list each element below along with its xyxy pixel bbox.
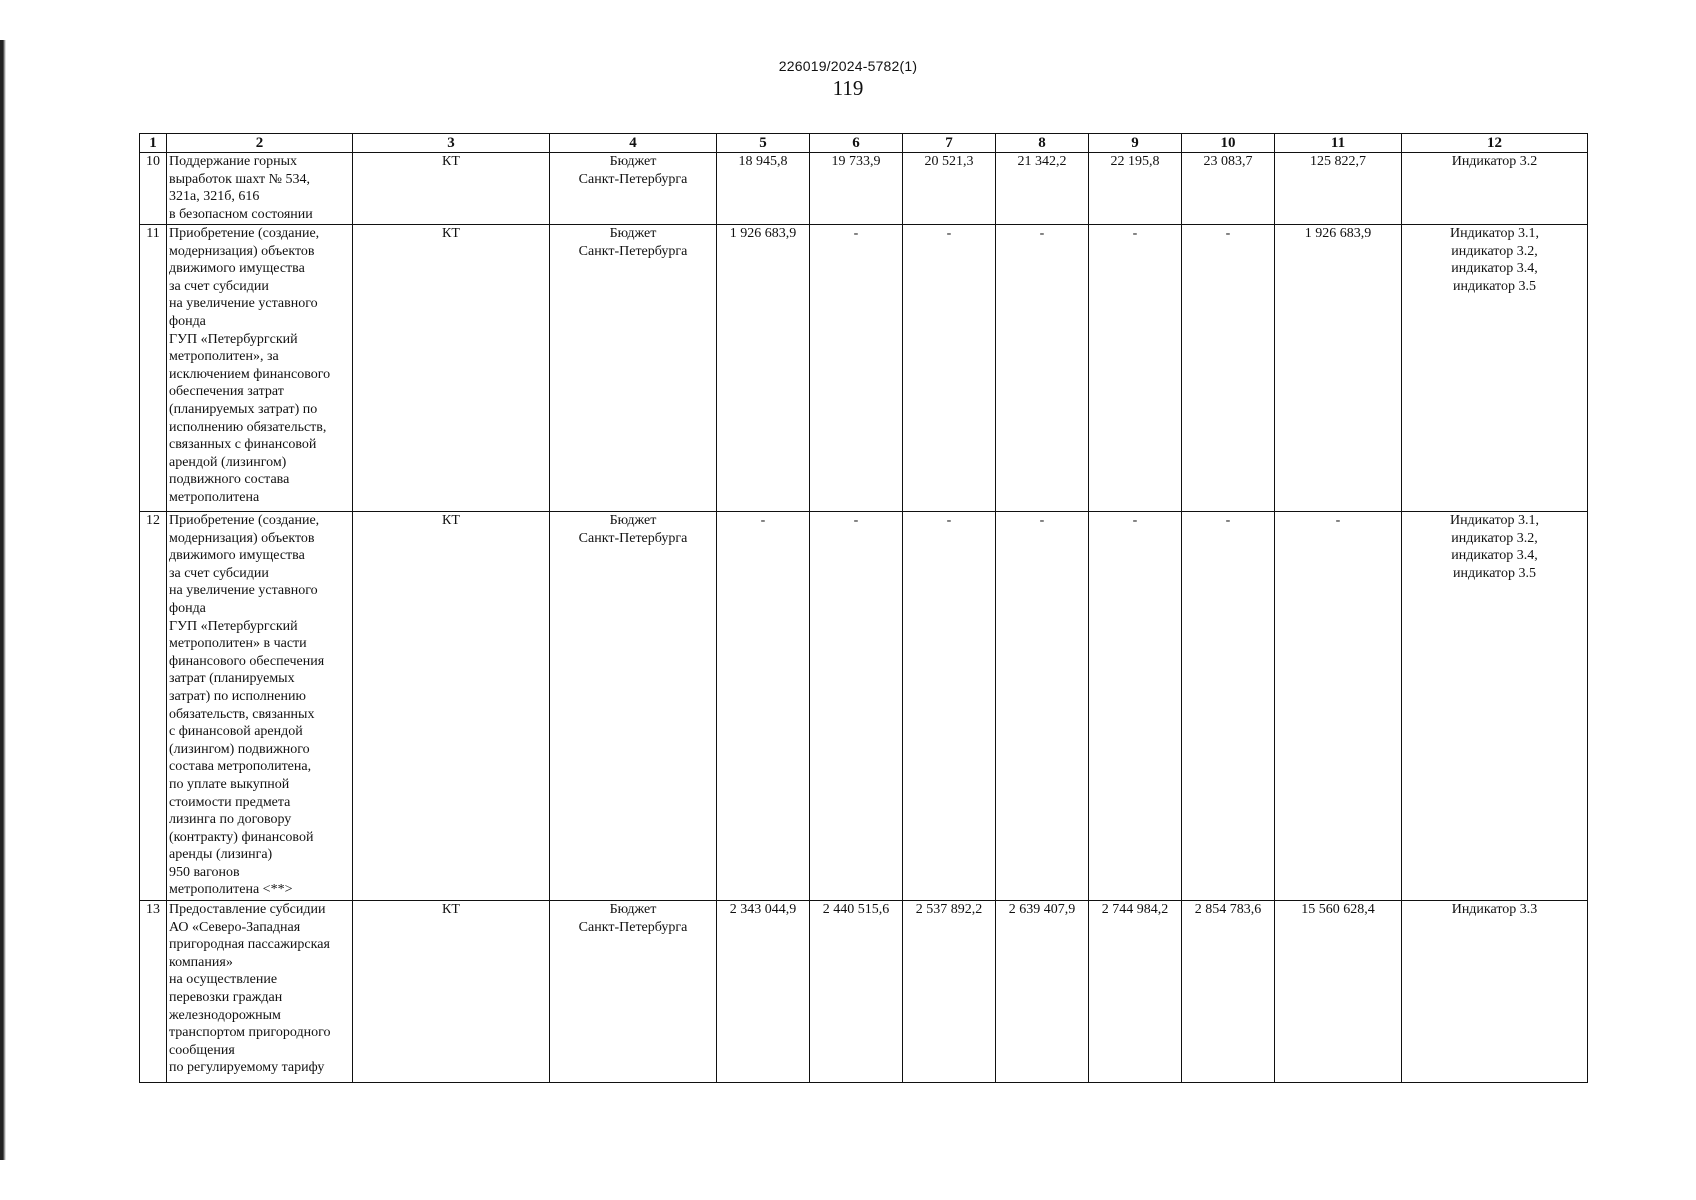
row-value: 2 744 984,2 <box>1089 901 1182 1083</box>
row-value: 21 342,2 <box>996 153 1089 225</box>
row-value: - <box>810 225 903 512</box>
row-value: 18 945,8 <box>717 153 810 225</box>
row-description: Приобретение (создание, модернизация) объектов движимого имущества за счет субсидии на увеличение уставного фонда ГУП «Петербургский метрополитен», за исключением финансового обеспечения затрат (планируемых затрат) по исполнению обязательств, связанных с финансовой арендой (лизингом) подвижного состава метрополитена <box>167 225 353 512</box>
row-value: 1 926 683,9 <box>717 225 810 512</box>
row-number: 11 <box>140 225 167 512</box>
row-total: 125 822,7 <box>1275 153 1402 225</box>
row-value: 2 440 515,6 <box>810 901 903 1083</box>
row-category: КТ <box>353 901 550 1083</box>
row-indicators: Индикатор 3.1, индикатор 3.2, индикатор 3.4, индикатор 3.5 <box>1402 225 1588 512</box>
row-total: 15 560 628,4 <box>1275 901 1402 1083</box>
row-description: Поддержание горных выработок шахт № 534, 321а, 321б, 616 в безопасном состоянии <box>167 153 353 225</box>
row-funding-source: Бюджет Санкт-Петербурга <box>550 153 717 225</box>
column-header: 9 <box>1089 134 1182 153</box>
row-total: - <box>1275 512 1402 901</box>
row-number: 10 <box>140 153 167 225</box>
row-value: 2 639 407,9 <box>996 901 1089 1083</box>
row-funding-source: Бюджет Санкт-Петербурга <box>550 901 717 1083</box>
row-value: 2 537 892,2 <box>903 901 996 1083</box>
row-value: - <box>903 225 996 512</box>
column-header-row <box>140 134 1588 153</box>
row-indicators: Индикатор 3.3 <box>1402 901 1588 1083</box>
table-row <box>140 901 1588 1083</box>
column-header: 10 <box>1182 134 1275 153</box>
column-header: 8 <box>996 134 1089 153</box>
row-value: 19 733,9 <box>810 153 903 225</box>
row-number: 13 <box>140 901 167 1083</box>
column-header: 11 <box>1275 134 1402 153</box>
row-value: - <box>1089 512 1182 901</box>
row-value: - <box>1182 225 1275 512</box>
row-value: 22 195,8 <box>1089 153 1182 225</box>
column-header: 12 <box>1402 134 1588 153</box>
page-number: 119 <box>832 76 864 100</box>
row-indicators: Индикатор 3.1, индикатор 3.2, индикатор 3.4, индикатор 3.5 <box>1402 512 1588 901</box>
row-value: - <box>1089 225 1182 512</box>
row-funding-source: Бюджет Санкт-Петербурга <box>550 512 717 901</box>
column-header: 5 <box>717 134 810 153</box>
budget-table <box>139 133 1588 1083</box>
document-reference: 226019/2024-5782(1) <box>778 58 918 74</box>
row-value: - <box>903 512 996 901</box>
row-total: 1 926 683,9 <box>1275 225 1402 512</box>
row-value: - <box>996 512 1089 901</box>
row-value: 2 343 044,9 <box>717 901 810 1083</box>
row-value: - <box>810 512 903 901</box>
row-value: 23 083,7 <box>1182 153 1275 225</box>
column-header: 2 <box>167 134 353 153</box>
table-row <box>140 225 1588 512</box>
column-header: 3 <box>353 134 550 153</box>
column-header: 6 <box>810 134 903 153</box>
row-value: 2 854 783,6 <box>1182 901 1275 1083</box>
row-value: - <box>717 512 810 901</box>
scan-edge <box>0 40 6 1160</box>
row-number: 12 <box>140 512 167 901</box>
row-category: КТ <box>353 512 550 901</box>
row-funding-source: Бюджет Санкт-Петербурга <box>550 225 717 512</box>
column-header: 7 <box>903 134 996 153</box>
row-category: КТ <box>353 225 550 512</box>
table-row <box>140 512 1588 901</box>
row-description: Предоставление субсидии АО «Северо-Западная пригородная пассажирская компания» на осуществление перевозки граждан железнодорожным транспортом пригородного сообщения по регулируемому тарифу <box>167 901 353 1083</box>
column-header: 1 <box>140 134 167 153</box>
row-value: - <box>1182 512 1275 901</box>
column-header: 4 <box>550 134 717 153</box>
row-category: КТ <box>353 153 550 225</box>
row-value: - <box>996 225 1089 512</box>
row-description: Приобретение (создание, модернизация) объектов движимого имущества за счет субсидии на увеличение уставного фонда ГУП «Петербургский метрополитен» в части финансового обеспечения затрат (планируемых затрат) по исполнению обязательств, связанных с финансовой арендой (лизингом) подвижного состава метрополитена, по уплате выкупной стоимости предмета лизинга по договору (контракту) финансовой аренды (лизинга) 950 вагонов метрополитена <**> <box>167 512 353 901</box>
table-row <box>140 153 1588 225</box>
row-value: 20 521,3 <box>903 153 996 225</box>
row-indicators: Индикатор 3.2 <box>1402 153 1588 225</box>
